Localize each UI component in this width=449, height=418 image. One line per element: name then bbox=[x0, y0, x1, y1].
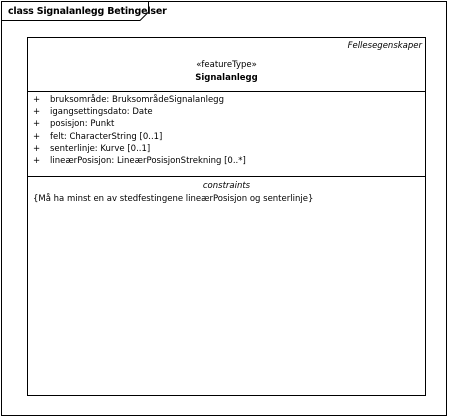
attribute-visibility: + bbox=[33, 119, 41, 130]
constraint-text[interactable]: {Må ha minst en av stedfestingene lineærPosisjon og senterlinje} bbox=[33, 194, 314, 204]
attribute-row[interactable] bbox=[28, 107, 425, 119]
attribute-row[interactable] bbox=[28, 156, 425, 168]
attribute-text: senterlinje: Kurve [0..1] bbox=[50, 143, 151, 154]
attribute-row[interactable] bbox=[28, 119, 425, 131]
diagram-frame bbox=[1, 1, 447, 416]
attribute-visibility: + bbox=[33, 131, 41, 142]
attribute-visibility: + bbox=[33, 155, 41, 166]
frame-title: class Signalanlegg Betingelser bbox=[8, 6, 167, 17]
class-signalanlegg[interactable] bbox=[27, 37, 426, 396]
attribute-text: lineærPosisjon: LineærPosisjonStrekning [0..*] bbox=[50, 155, 246, 166]
class-stereotype: «featureType» bbox=[196, 60, 257, 70]
attribute-row[interactable] bbox=[28, 144, 425, 156]
attribute-visibility: + bbox=[33, 143, 41, 154]
attribute-text: posisjon: Punkt bbox=[50, 119, 115, 130]
attribute-list bbox=[28, 95, 425, 168]
attribute-text: felt: CharacterString [0..1] bbox=[50, 131, 163, 142]
attribute-visibility: + bbox=[33, 95, 41, 105]
class-tagged-value: Fellesegenskaper bbox=[347, 41, 422, 51]
attribute-text: igangsettingsdato: Date bbox=[50, 107, 153, 118]
constraints-divider bbox=[28, 176, 425, 177]
attributes-divider bbox=[28, 91, 425, 92]
attribute-row[interactable] bbox=[28, 95, 425, 107]
constraints-title: constraints bbox=[202, 181, 251, 191]
attribute-text: bruksområde: BruksområdeSignalanlegg bbox=[50, 95, 224, 105]
attribute-row[interactable] bbox=[28, 132, 425, 144]
class-name: Signalanlegg bbox=[195, 73, 258, 83]
attribute-visibility: + bbox=[33, 107, 41, 118]
